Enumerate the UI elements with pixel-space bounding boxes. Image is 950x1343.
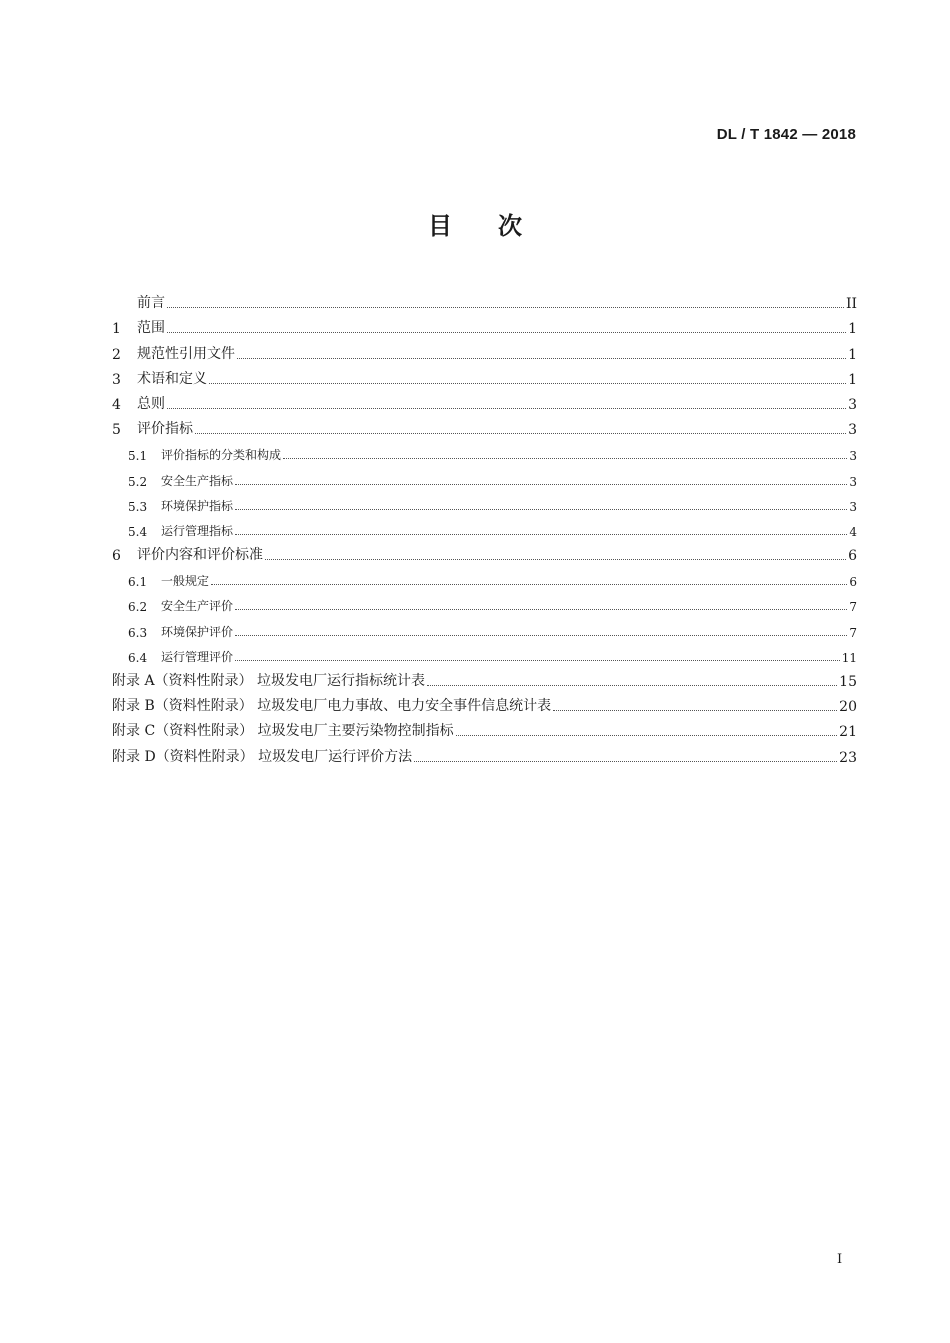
toc-entry[interactable] <box>112 363 857 388</box>
toc-entry-label: 环境保护指标 <box>161 498 234 513</box>
toc-entry-number: 6 <box>112 548 121 565</box>
toc-entry-number: 6.2 <box>128 600 148 615</box>
toc-entry-page: 4 <box>849 524 857 539</box>
toc-dot-leader <box>265 558 846 560</box>
toc-entry-label: 附录 C（资料性附录） 垃圾发电厂主要污染物控制指标 <box>112 723 454 740</box>
toc-entry-page: 3 <box>849 449 857 464</box>
toc-dot-leader <box>195 432 846 434</box>
toc-entry[interactable] <box>112 337 857 362</box>
page-number: I <box>837 1252 843 1267</box>
toc-dot-leader <box>235 533 847 535</box>
toc-title <box>0 206 950 241</box>
toc-dot-leader <box>414 760 837 762</box>
toc-title-char-1: 目 <box>428 212 452 240</box>
toc-entry-page: 3 <box>849 474 857 489</box>
toc-entry-page: 7 <box>849 600 857 615</box>
toc-entry[interactable] <box>112 665 857 690</box>
toc-entry-page: 15 <box>839 674 857 690</box>
toc-entry-page: 1 <box>848 321 857 338</box>
toc-entry[interactable] <box>112 413 857 438</box>
toc-entry[interactable] <box>112 514 857 539</box>
toc-dot-leader <box>237 357 846 359</box>
toc-entry[interactable] <box>112 589 857 614</box>
toc-entry-label: 安全生产指标 <box>161 473 234 488</box>
toc-entry-label: 范围 <box>137 320 165 337</box>
toc-entry-label: 附录 B（资料性附录） 垃圾发电厂电力事故、电力安全事件信息统计表 <box>112 698 552 715</box>
toc-entry-page: 6 <box>849 575 857 590</box>
toc-entry[interactable] <box>112 438 857 463</box>
toc-entry-page: 11 <box>841 650 857 665</box>
toc-entry-number: 5.3 <box>128 499 148 514</box>
toc-entry-number: 6.1 <box>128 575 148 590</box>
toc-dot-leader <box>235 483 847 485</box>
toc-entry-label: 总则 <box>137 395 165 412</box>
toc-dot-leader <box>235 508 847 510</box>
toc-dot-leader <box>167 331 846 333</box>
toc-entry[interactable] <box>112 463 857 488</box>
toc-entry[interactable] <box>112 690 857 715</box>
toc-entry-number: 3 <box>112 371 121 388</box>
toc-entry-label: 环境保护评价 <box>161 624 234 639</box>
toc-entry-page: 20 <box>839 699 857 716</box>
toc-entry-number: 1 <box>112 321 121 338</box>
toc-entry-page: 1 <box>848 371 857 388</box>
toc-dot-leader <box>209 382 846 384</box>
toc-dot-leader <box>235 634 847 636</box>
toc-entry-number: 6.3 <box>128 625 148 640</box>
toc-entry-label: 规范性引用文件 <box>137 345 235 362</box>
toc-entry-label: 评价指标 <box>137 421 193 438</box>
toc-entry-number: 6.4 <box>128 650 148 665</box>
toc-entry[interactable] <box>112 388 857 413</box>
toc-entry-number: 5.2 <box>128 474 148 489</box>
toc-entry-page: 6 <box>848 548 857 565</box>
toc-entry-number: 5.4 <box>128 524 148 539</box>
toc-entry[interactable] <box>112 740 857 765</box>
toc-entry[interactable] <box>112 539 857 564</box>
toc-entry-page: 3 <box>849 499 857 514</box>
toc-entry[interactable] <box>112 564 857 589</box>
toc-entry[interactable] <box>112 489 857 514</box>
toc-entry-page: II <box>845 296 857 313</box>
toc-entry[interactable] <box>112 614 857 639</box>
toc-dot-leader <box>167 407 846 409</box>
toc-dot-leader <box>283 457 847 459</box>
toc-entry-label: 附录 A（资料性附录） 垃圾发电厂运行指标统计表 <box>112 673 426 689</box>
toc-entry-number: 4 <box>112 396 121 413</box>
toc-entry-number: 5.1 <box>128 449 148 464</box>
toc-dot-leader <box>235 659 840 661</box>
toc-dot-leader <box>553 709 837 711</box>
toc-entry-number: 5 <box>112 422 121 439</box>
toc-entry-label: 评价指标的分类和构成 <box>161 448 282 463</box>
toc-entry-label: 运行管理评价 <box>161 649 234 664</box>
toc-dot-leader <box>235 608 847 610</box>
toc-title-char-2: 次 <box>498 212 522 240</box>
toc-entry-label: 前言 <box>137 295 165 312</box>
toc-entry-page: 21 <box>839 724 857 741</box>
toc-dot-leader <box>167 306 844 308</box>
toc-entry-number: 2 <box>112 346 121 363</box>
standard-code: DL / T 1842 — 2018 <box>716 126 856 143</box>
toc-entry-label: 一般规定 <box>161 574 210 589</box>
toc-entry[interactable] <box>112 640 857 665</box>
toc-entry-label: 运行管理指标 <box>161 523 234 538</box>
toc-entry-label: 术语和定义 <box>137 370 207 387</box>
toc-entry-page: 3 <box>848 396 857 413</box>
toc-entry-page: 7 <box>849 625 857 640</box>
toc-entry-page: 23 <box>839 749 857 766</box>
table-of-contents <box>112 287 857 766</box>
toc-entry[interactable] <box>112 287 857 312</box>
toc-entry-label: 安全生产评价 <box>161 599 234 614</box>
toc-entry-page: 3 <box>848 422 857 439</box>
toc-entry-label: 评价内容和评价标准 <box>137 547 263 564</box>
toc-dot-leader <box>211 583 847 585</box>
toc-dot-leader <box>427 684 837 686</box>
toc-dot-leader <box>456 734 838 736</box>
toc-entry-page: 1 <box>848 346 857 363</box>
toc-entry-label: 附录 D（资料性附录） 垃圾发电厂运行评价方法 <box>112 748 413 765</box>
toc-entry[interactable] <box>112 715 857 740</box>
toc-entry[interactable] <box>112 312 857 337</box>
